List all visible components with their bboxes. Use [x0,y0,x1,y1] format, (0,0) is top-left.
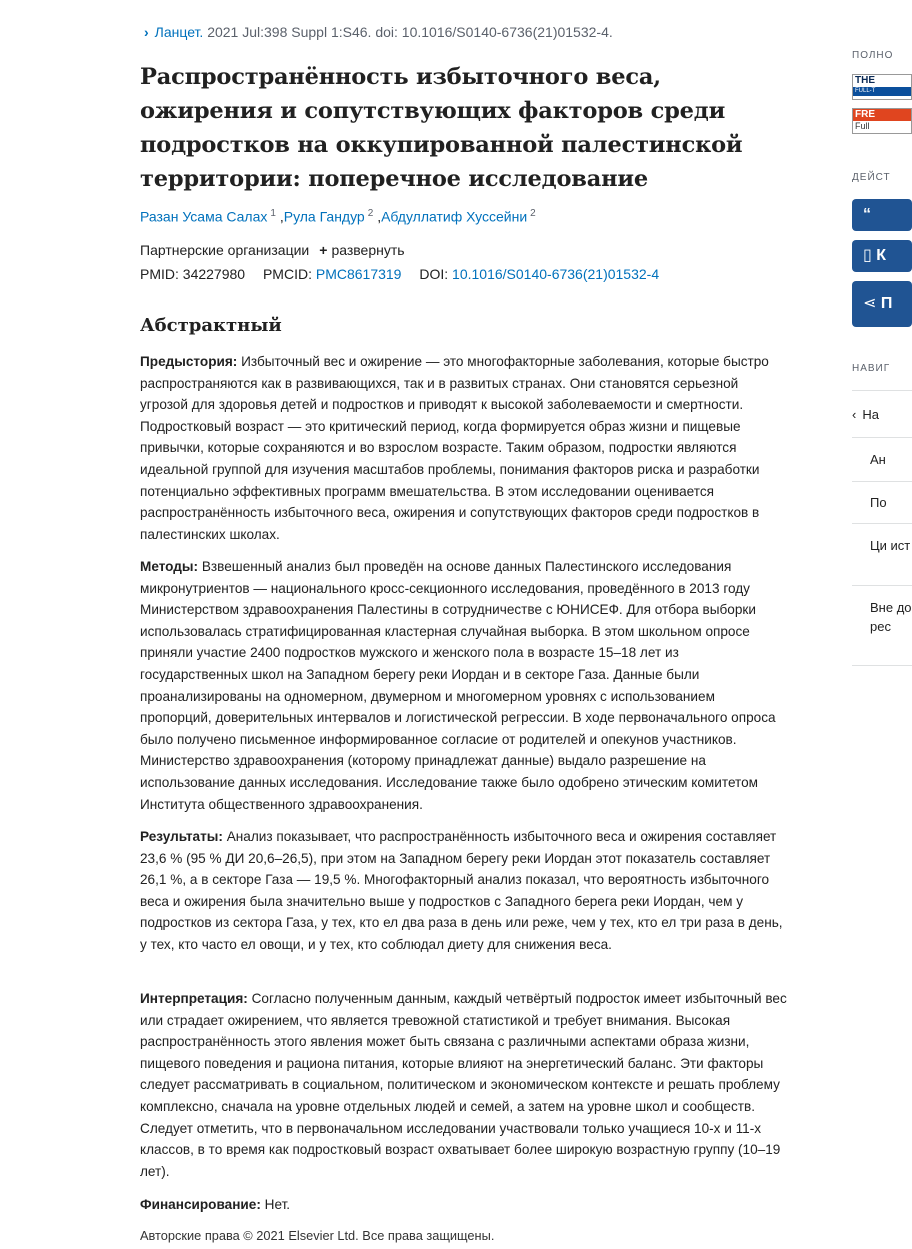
journal-link[interactable]: Ланцет. [154,24,204,40]
background-text: Избыточный вес и ожирение — это многофакторные заболевания, которые быстро распространяются как в развивающихся, так и в развитых странах. Они становятся серьезной угрозой для здоровья детей и подростков и приводят к высокой заболеваемости и смертности. Подростковый возраст — это критический период, когда формируется образ жизни и пищевые привычки, которые сохраняются и во взрослом возрасте. Таким образом, подростки являются идеальной группой для изучения масштабов проблемы, понимания факторов риска и разработки потенциально эффективных программ вмешательства. В этом исследовании оценивается распространённость избыточного веса, ожирения и сопутствующих факторов среди подростков в палестинских школах. [140,354,769,542]
share-label: П [880,295,893,312]
logo-subtext: FULL-T [853,87,911,96]
funding-text: Нет. [264,1197,291,1212]
abstract-interpretation [140,988,788,1182]
citation-details: 2021 Jul:398 Suppl 1:S46. doi: 10.1016/S0140-6736(21)01532-4. [207,24,613,40]
background-label: Предыстория: [140,354,238,369]
pmid-label: PMID: [140,266,179,282]
author-link[interactable]: Разан Усама Салах [140,208,268,225]
nav-item-similar[interactable]: По [852,482,912,524]
collections-label: К [876,247,887,264]
article-title: Распространённость избыточного веса, ожирения и сопутствующих факторов среди подростков на оккупированной палестинской территории: поперечное исследование [140,64,743,192]
quote-icon: “ [863,206,871,223]
nav-item-abstract[interactable]: Ан [852,438,912,482]
abstract-background [140,351,788,545]
navigation-label: НАВИГ [852,363,891,374]
author-list: Разан Усама Салах $^1$ ,Рула Гандур $^2$ ,Абдуллатиф Хуссейни $^2$ [140,208,536,225]
logo-text: FRE [853,109,911,121]
nav-back[interactable] [852,390,912,438]
author-affiliation-ref[interactable]: 2 [367,208,374,219]
doi-link[interactable]: 10.1016/S0140-6736(21)01532-4 [452,266,660,282]
pmid-value: 34227980 [182,266,246,282]
author-affiliation-ref[interactable]: 1 [270,208,276,219]
author-link[interactable]: Абдуллатиф Хуссейни [381,208,528,225]
interpretation-text: Согласно полученным данным, каждый четвёртый подросток имеет избыточный вес или страдает ожирением, что является тревожной статистикой и требует внимания. Высокая распространённость этого явления может быть связана с различными аспектами образа жизни, пищевого поведения и рациона питания, которые влияют на энергетический баланс. Эти факторы следует рассматривать в социальном, политическом и экономическом контексте и решать проблему комплексно, сначала на уровне отдельных людей и семей, а затем на уровне школ и сообществ. Следует отметить, что в первоначальном исследовании участвовали только учащиеся 10-х и 11-х классов, в то время как подростковый возраст охватывает более широкую возрастную группу (10–19 лет). [140,991,787,1179]
affiliations-label: Партнерские организации [140,242,310,258]
plus-icon: + [319,242,328,258]
interpretation-label: Интерпретация: [140,991,248,1006]
abstract-funding [140,1194,788,1216]
methods-text: Взвешенный анализ был проведён на основе данных Палестинского исследования микронутриентов — национального кросс-секционного исследования, проведённого в 2013 году Министерством здравоохранения Палестины в сотрудничестве с ЮНИСЕФ. Для отбора выборки использовалась стратифицированная кластерная случайная выборка. В этом школьном опросе приняли участие 2400 подростков мужского и женского пола в возрасте 15–18 лет из государственных школ на Западном берегу реки Иордан и в секторе Газа. Данные были проанализированы на одномерном, двумерном и многомерном уровнях с использованием пропорций, доверительных интервалов и логистической регрессии. В ходе первоначального опроса было получено письменное информированное согласие от родителей и опекунов участников. Министерство здравоохранения (которому принадлежат данные) выдало разрешение на использование данных исследования. Исследование также было одобрено этическим комитетом Института общественного здравоохранения. [140,559,776,812]
methods-label: Методы: [140,559,199,574]
chevron-left-icon: ‹ [852,407,857,422]
author-affiliation-ref[interactable]: 2 [530,208,536,219]
collections-button[interactable] [852,240,912,272]
actions-label: ДЕЙСТ [852,172,891,183]
nav-item-label: На [862,407,879,422]
citation-line [144,24,613,40]
bookmark-icon: ▯ [863,247,872,264]
pmcid-label: PMCID: [262,266,312,282]
share-button[interactable] [852,281,912,327]
share-icon: ⋖ [863,295,877,312]
nav-item-cited-by[interactable]: Ци ист [852,524,912,586]
abstract-results [140,826,788,956]
free-fulltext-logo[interactable] [852,108,912,134]
right-sidebar [852,0,912,1249]
author-link[interactable]: Рула Гандур [283,208,365,225]
funding-label: Финансирование: [140,1197,261,1212]
abstract-heading: Абстрактный [140,315,282,336]
fulltext-label: ПОЛНО [852,50,894,61]
doi-label: DOI: [419,266,449,282]
article-identifiers [140,266,659,282]
abstract-methods [140,556,788,815]
chevron-right-icon: › [144,24,149,40]
nav-item-linkout[interactable]: Вне до рес [852,586,912,666]
results-label: Результаты: [140,829,223,844]
publisher-logo-lancet[interactable] [852,74,912,100]
results-text: Анализ показывает, что распространённость избыточного веса и ожирения составляет 23,6 % (95 % ДИ 20,6–26,5), при этом на Западном берегу реки Иордан этот показатель составляет 26,1 %, а в секторе Газа — 19,5 %. Многофакторный анализ показал, что вероятность избыточного веса и ожирения была значительно выше у подростков с Западного берега реки Иордан, чем у подростков из сектора Газа, у тех, кто ел два раза в день или реже, чем у тех, кто ел три раза в день, у тех, кто часто ел овощи, и у тех, кто соблюдал диету для снижения веса. [140,829,783,952]
expand-label[interactable]: развернуть [331,242,405,258]
logo-text: THE [855,75,875,86]
logo-subtext: Full [853,121,911,133]
cite-button[interactable] [852,199,912,231]
affiliations-toggle[interactable] [140,242,405,258]
copyright-notice: Авторские права © 2021 Elsevier Ltd. Все права защищены. [140,1228,495,1243]
pmcid-link[interactable]: PMC8617319 [315,266,402,282]
